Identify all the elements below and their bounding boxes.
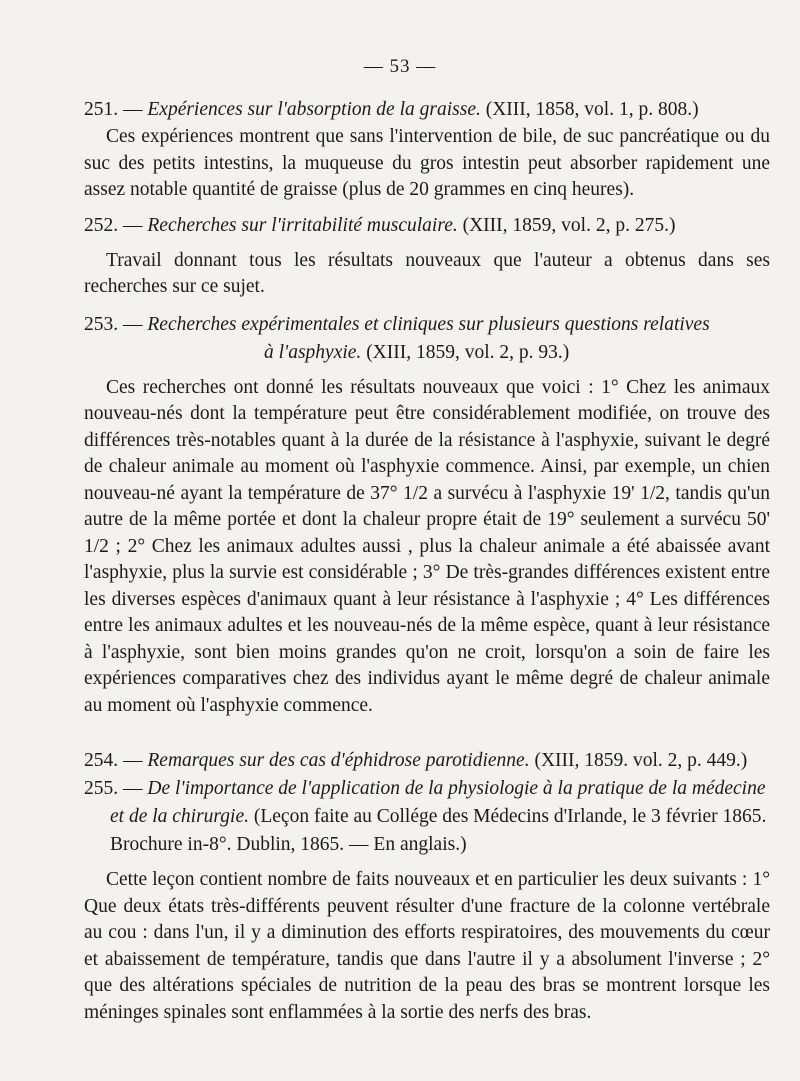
entry-253-heading	[84, 311, 770, 339]
entry-255-number: 255.	[84, 778, 119, 799]
entry-253-title-line2: à l'asphyxie.	[264, 341, 362, 363]
entry-255-heading	[84, 775, 770, 859]
entry-253-ref: (XIII, 1859, vol. 2, p. 93.)	[361, 341, 570, 363]
page-content	[84, 96, 770, 1026]
entry-252-body: Travail donnant tous les résultats nouveaux que l'auteur a obtenus dans ses recherches sur ce sujet.	[84, 249, 770, 297]
entry-253-body: Ces recherches ont donné les résultats nouveaux que voici : 1° Chez les animaux nouveau-nés dont la température peut être considérablement modifiée, on trouve des différences très-notables quant à la durée de la résistance à l'asphyxie, suivant le degré de chaleur animale au moment où l'asphyxie commence. Ainsi, par exemple, un chien nouveau-né ayant la température de 37° 1/2 a survécu à l'asphyxie 19' 1/2, tandis qu'un autre de la même portée et dont la chaleur propre était de 19° seulement a survécu 50' 1/2 ; 2° Chez les animaux adultes aussi , plus la chaleur animale a été abaissée avant l'asphyxie, plus la survie est considérable ; 3° De très-grandes différences existent entre les diverses espèces d'animaux quant à leur résistance à l'asphyxie ; 4° Les différences entre les animaux adultes et les nouveau-nés de la même espèce, quant à leur résistance à l'asphyxie, sont bien moins grandes qu'on ne croit, lorsqu'on a soin de faire les expériences comparatives chez des individus ayant le même degré de chaleur animale au moment où l'asphyxie commence.	[84, 376, 770, 716]
entry-255-title: De l'importance de l'application de la physiologie à la pratique de la médecine et de la chirurgie.	[110, 778, 766, 827]
entry-251-number: 251.	[84, 99, 119, 120]
entry-251-ref: (XIII, 1858, vol. 1, p. 808.)	[480, 99, 699, 120]
entry-252-dash: —	[118, 214, 148, 236]
entry-254-heading	[84, 747, 770, 775]
entry-253-heading-cont	[84, 339, 770, 367]
entry-255-ref: (Leçon faite au Collége des Médecins d'Irlande, le 3 février 1865. Brochure in-8°. Dublin, 1865. — En anglais.)	[110, 806, 767, 855]
entry-251-title: Expériences sur l'absorption de la graisse.	[147, 99, 481, 120]
entry-251-heading	[84, 96, 770, 124]
entry-252-ref: (XIII, 1859, vol. 2, p. 275.)	[457, 214, 676, 236]
entry-253-title-line1: Recherches expérimentales et cliniques sur plusieurs questions relatives	[147, 313, 710, 335]
page-number: — 53 —	[363, 56, 437, 77]
entry-251-dash: —	[118, 99, 148, 120]
entry-254-dash: —	[118, 750, 148, 771]
entry-255-dash: —	[118, 778, 148, 799]
entry-253-number: 253.	[84, 313, 119, 335]
entry-253-dash: —	[118, 313, 148, 335]
entry-254-title: Remarques sur des cas d'éphidrose parotidienne.	[147, 750, 530, 771]
entry-254-number: 254.	[84, 750, 119, 771]
entry-252-number: 252.	[84, 214, 119, 236]
entry-255-body: Cette leçon contient nombre de faits nouveaux et en particulier les deux suivants : 1° Que deux états très-différents peuvent résulter d'une fracture de la colonne vertébrale au cou : dans l'un, il y a diminution des efforts respiratoires, des mouvements du cœur et abaissement de température, tandis que dans l'autre il y a absolument l'inverse ; 2° que des altérations spéciales de nutrition de la peau des bras se montrent lorsque les méninges spinales sont enflammées à la sortie des nerfs des bras.	[84, 869, 770, 1023]
entry-254-ref: (XIII, 1859. vol. 2, p. 449.)	[529, 750, 748, 771]
entry-252-title: Recherches sur l'irritabilité musculaire.	[147, 214, 458, 236]
entry-252-heading	[84, 212, 770, 240]
entry-251-body: Ces expériences montrent que sans l'intervention de bile, de suc pancréatique ou du suc des petits intestins, la muqueuse du gros intestin peut absorber rapidement une assez notable quantité de graisse (plus de 20 grammes en cinq heures).	[84, 126, 770, 200]
